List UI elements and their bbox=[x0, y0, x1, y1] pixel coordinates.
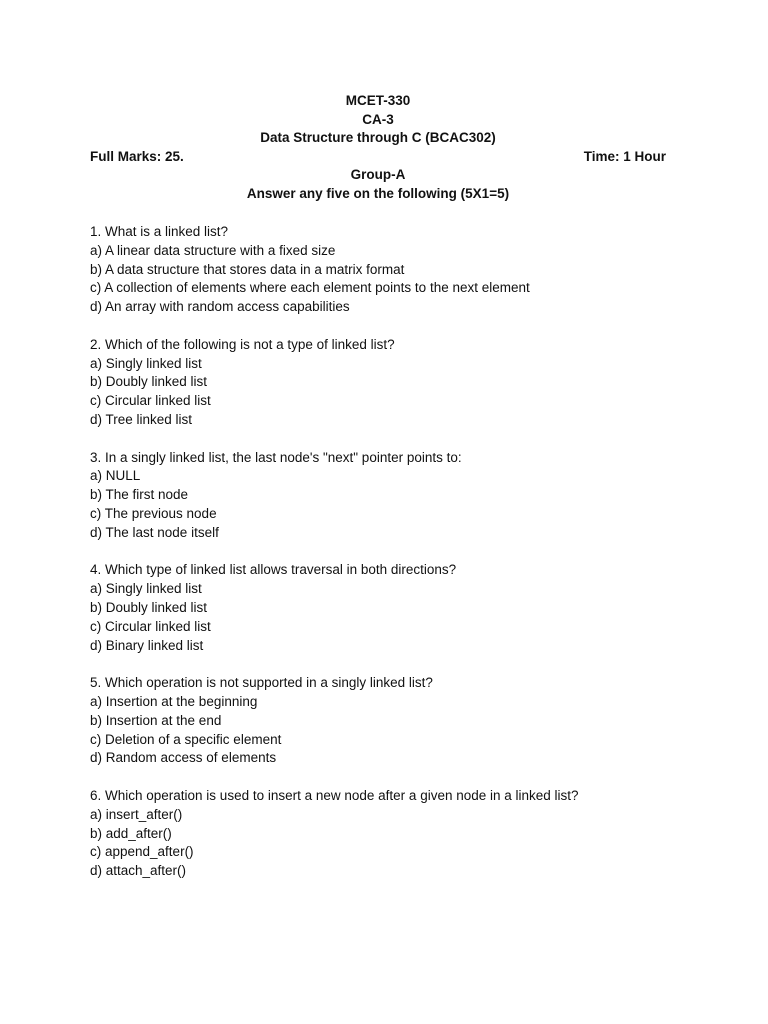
question-item bbox=[90, 449, 710, 543]
option-b: b) add_after() bbox=[90, 825, 172, 841]
option-c: c) A collection of elements where each element points to the next element bbox=[90, 280, 530, 296]
marks-time-row bbox=[90, 148, 666, 167]
option-b: b) Insertion at the end bbox=[90, 712, 222, 728]
question-text: 5. Which operation is not supported in a singly linked list? bbox=[90, 675, 433, 691]
option-d: d) attach_after() bbox=[90, 863, 187, 879]
question-text: 1. What is a linked list? bbox=[90, 224, 229, 239]
option-a: a) NULL bbox=[90, 468, 141, 484]
question-item bbox=[90, 223, 710, 317]
question-item bbox=[90, 561, 710, 655]
option-c: c) Deletion of a specific element bbox=[90, 731, 282, 747]
option-a: a) insert_after() bbox=[90, 806, 183, 822]
option-c: c) The previous node bbox=[90, 505, 217, 521]
option-d: d) Tree linked list bbox=[90, 411, 193, 427]
question-text: 6. Which operation is used to insert a new node after a given node in a linked list? bbox=[90, 787, 579, 803]
option-c: c) Circular linked list bbox=[90, 393, 211, 409]
course-code: MCET-330 bbox=[345, 93, 411, 108]
option-b: b) Doubly linked list bbox=[90, 374, 208, 390]
question-item bbox=[90, 787, 710, 881]
option-b: b) A data structure that stores data in a matrix format bbox=[90, 261, 405, 277]
option-b: b) The first node bbox=[90, 487, 189, 503]
option-c: c) append_after() bbox=[90, 844, 194, 860]
option-b: b) Doubly linked list bbox=[90, 599, 208, 615]
question-item bbox=[90, 336, 710, 430]
option-d: d) An array with random access capabilities bbox=[90, 299, 350, 315]
group-title: Group-A bbox=[350, 167, 406, 183]
option-d: d) Random access of elements bbox=[90, 750, 277, 766]
exam-name: CA-3 bbox=[362, 111, 394, 127]
question-text: 3. In a singly linked list, the last node's "next" pointer points to: bbox=[90, 449, 462, 465]
option-d: d) The last node itself bbox=[90, 524, 219, 540]
option-d: d) Binary linked list bbox=[90, 637, 204, 653]
question-text: 4. Which type of linked list allows traversal in both directions? bbox=[90, 562, 457, 578]
option-c: c) Circular linked list bbox=[90, 618, 211, 634]
option-a: a) Singly linked list bbox=[90, 581, 202, 597]
instruction: Answer any five on the following (5X1=5) bbox=[246, 185, 510, 201]
question-text: 2. Which of the following is not a type of linked list? bbox=[90, 336, 395, 352]
option-a: a) Singly linked list bbox=[90, 355, 202, 371]
exam-header bbox=[90, 92, 666, 204]
option-a: a) Insertion at the beginning bbox=[90, 693, 258, 709]
question-item bbox=[90, 674, 710, 768]
time-limit: Time: 1 Hour bbox=[583, 148, 666, 164]
subject-title: Data Structure through C (BCAC302) bbox=[260, 130, 496, 146]
option-a: a) A linear data structure with a fixed size bbox=[90, 242, 336, 258]
question-list bbox=[90, 223, 710, 900]
full-marks: Full Marks: 25. bbox=[90, 148, 184, 164]
